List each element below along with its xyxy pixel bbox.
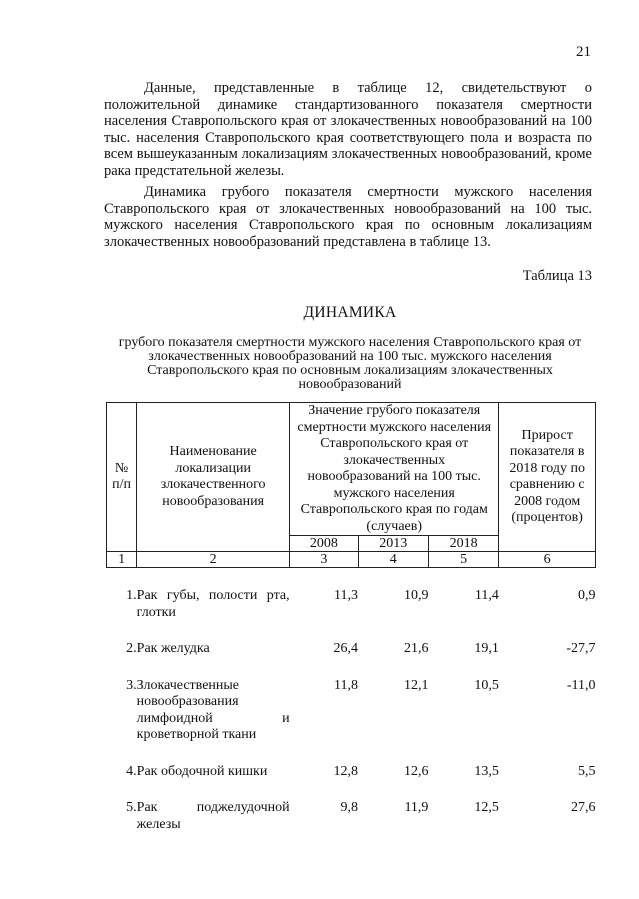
- row-name: Рак желудка: [136, 641, 210, 656]
- page-number: 21: [576, 44, 591, 60]
- row-name: Злокачественные новообразования лимфоидной и кроветворной ткани: [136, 677, 290, 742]
- table-subtitle: грубого показателя смертности мужского населения Ставропольского края от злокачественных новообразований на 100 тыс. мужского населения Ставропольского края по основным локализациям злокачественных новообразований: [118, 335, 582, 392]
- header-name: Наименование локализации злокачественного новообразования: [137, 403, 290, 552]
- header-growth: Прирост показателя в 2018 году по сравнению с 2008 годом (процентов): [499, 403, 596, 552]
- row-value-2008: 11,3: [334, 588, 359, 603]
- header-num: № п/п: [107, 403, 137, 552]
- row-value-2008: 12,8: [333, 763, 359, 779]
- row-number: 4.: [126, 763, 137, 779]
- row-name: Рак губы, полости рта, глотки: [136, 588, 290, 620]
- row-value-2018: 10,5: [474, 677, 499, 693]
- column-number: 2: [137, 552, 290, 568]
- header-value: Значение грубого показателя смертности мужского населения Ставропольского края от злокачественных новообразований на 100 тыс. мужского населения Ставропольского края по годам (случаев): [290, 403, 499, 536]
- row-value-2013: 10,9: [403, 588, 429, 603]
- column-number-row: [107, 552, 596, 568]
- table-row: [107, 588, 596, 621]
- paragraph-2: Динамика грубого показателя смертности мужского населения Ставропольского края от злокачественных новообразований на 100 тыс. мужского населения Ставропольского края по основным локализациям злокачественных новообразований представлена в таблице 13.: [104, 184, 592, 250]
- row-value-2018: 12,5: [474, 800, 499, 815]
- row-growth: -27,7: [566, 641, 596, 656]
- row-number: 3.: [126, 677, 137, 693]
- row-value-2013: 12,6: [403, 763, 429, 779]
- year-2013: 2013: [358, 536, 428, 552]
- row-growth: -11,0: [566, 677, 596, 693]
- row-value-2018: 19,1: [474, 641, 499, 656]
- row-value-2008: 26,4: [333, 641, 359, 656]
- data-table: [106, 402, 596, 833]
- row-name: Рак поджелудочной железы: [136, 800, 290, 832]
- row-growth: 0,9: [578, 588, 596, 603]
- row-growth: 5,5: [578, 763, 596, 779]
- row-value-2018: 13,5: [474, 763, 499, 779]
- column-number: 6: [499, 552, 596, 568]
- year-2018: 2018: [428, 536, 498, 552]
- row-number: 2.: [126, 641, 137, 656]
- row-number: 5.: [126, 800, 137, 815]
- header-row: [107, 403, 596, 536]
- table-row: [107, 764, 596, 781]
- row-value-2008: 11,8: [334, 677, 359, 693]
- year-2008: 2008: [290, 536, 358, 552]
- row-value-2013: 12,1: [403, 677, 429, 693]
- column-number: 5: [428, 552, 498, 568]
- row-value-2013: 11,9: [404, 800, 429, 815]
- column-number: 1: [107, 552, 137, 568]
- table-row: [107, 800, 596, 833]
- row-value-2018: 11,4: [474, 588, 499, 603]
- table-label: Таблица 13: [522, 268, 592, 284]
- row-growth: 27,6: [571, 800, 596, 815]
- table-title: ДИНАМИКА: [303, 304, 397, 321]
- table-row: [107, 678, 596, 744]
- table-row: [107, 641, 596, 658]
- column-number: 4: [358, 552, 428, 568]
- column-number: 3: [290, 552, 358, 568]
- row-number: 1.: [126, 588, 137, 603]
- row-value-2008: 9,8: [340, 800, 359, 815]
- paragraph-1: Данные, представленные в таблице 12, свидетельствуют о положительной динамике стандартизованного показателя смертности населения Ставропольского края от злокачественных новообразований на 100 тыс. населения Ставропольского края соответствующего пола и возраста по всем вышеуказанным локализациям злокачественных новообразований, кроме рака предстательной железы.: [104, 80, 592, 179]
- row-value-2013: 21,6: [403, 641, 429, 656]
- row-name: Рак ободочной кишки: [136, 763, 268, 779]
